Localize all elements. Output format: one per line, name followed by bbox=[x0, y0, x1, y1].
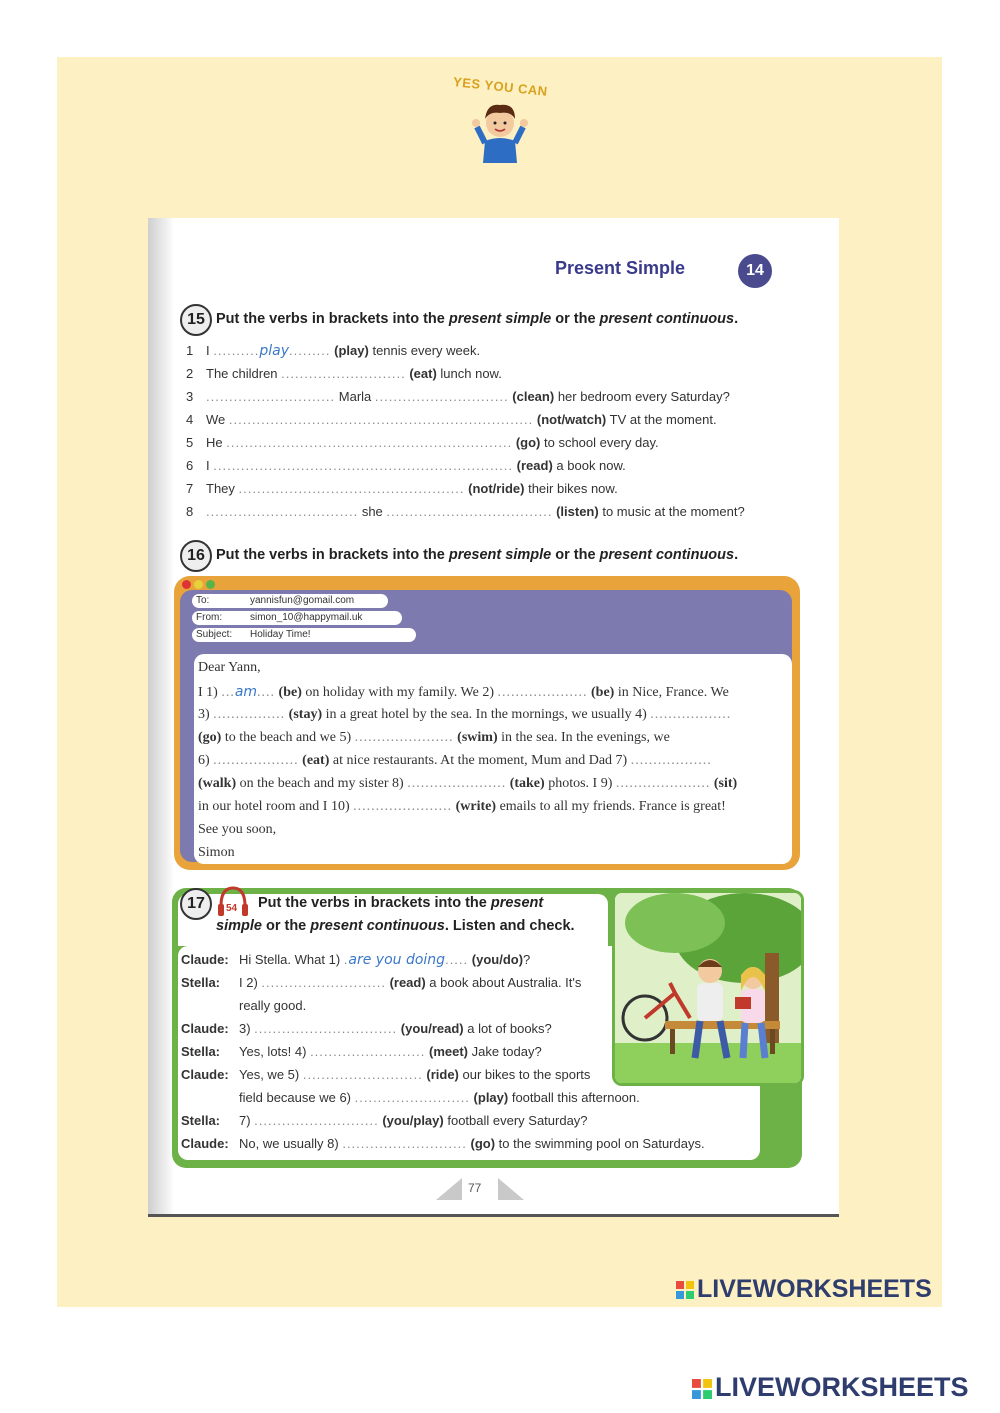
dialogue-line-3: Claude: 3) ............................... (you/read) a lot of books? bbox=[181, 1021, 552, 1036]
dialogue-line-1: Claude: Hi Stella. What 1) .are you doing..... (you/do)? bbox=[181, 952, 531, 968]
liveworksheets-icon bbox=[692, 1379, 712, 1399]
ex16-blank-3[interactable]: ................ bbox=[213, 707, 286, 722]
dialogue-line-7: Stella: 7) ........................... (you/play) football every Saturday? bbox=[181, 1113, 588, 1128]
email-subject-field: Subject: Holiday Time! bbox=[192, 628, 416, 642]
ex16-blank-9[interactable]: ..................... bbox=[615, 776, 711, 791]
email-signature: Simon bbox=[198, 845, 235, 860]
ex15-line-8: 8 ................................. she .................................... (listen) to music at the moment? bbox=[186, 504, 745, 519]
exercise-17-instruction-2: simple or the present continuous. Listen and check. bbox=[216, 918, 575, 934]
ex17-blank-5[interactable]: .......................... bbox=[302, 1067, 423, 1082]
page-edge bbox=[148, 1214, 839, 1217]
dialogue-line-8: Claude: No, we usually 8) ........................... (go) to the swimming pool on Saturdays. bbox=[181, 1136, 705, 1151]
ex16-blank-10[interactable]: ...................... bbox=[353, 799, 453, 814]
ex15-blank-5[interactable]: .............................................................. bbox=[226, 435, 513, 450]
exercise-15-instruction: Put the verbs in brackets into the present simple or the present continuous. bbox=[216, 311, 739, 327]
exercise-15-number: 15 bbox=[180, 304, 212, 336]
dialogue-line-2: Stella: I 2) ........................... (read) a book about Australia. It's bbox=[181, 975, 582, 990]
email-line-3: (go) to the beach and we 5) ...................... (swim) in the sea. In the evenings, we bbox=[198, 730, 670, 745]
liveworksheets-logo-footer[interactable]: LIVEWORKSHEETS bbox=[692, 1372, 969, 1403]
audio-headphones-icon[interactable] bbox=[215, 884, 251, 920]
ex15-line-7: 7 They ................................................. (not/ride) their bikes now. bbox=[186, 481, 618, 496]
ex15-line-5: 5 He .............................................................. (go) to school every day. bbox=[186, 435, 659, 450]
dialogue-line-6: field because we 6) ......................... (play) football this afternoon. bbox=[239, 1090, 640, 1105]
ex16-blank-6[interactable]: ................... bbox=[213, 753, 299, 768]
email-signoff: See you soon, bbox=[198, 822, 277, 837]
email-frame bbox=[180, 590, 792, 862]
ex17-answer-1[interactable]: are you doing bbox=[348, 952, 446, 968]
dialogue-line-2b: really good. bbox=[239, 998, 307, 1013]
ex15-line-3: 3 ............................ Marla ............................. (clean) her bedroom every Saturday? bbox=[186, 389, 730, 404]
exercise-17-instruction-1: Put the verbs in brackets into the present bbox=[258, 895, 544, 911]
email-to-field: To: yannisfun@gomail.com bbox=[192, 594, 388, 608]
dialogue-line-5: Claude: Yes, we 5) .......................... (ride) our bikes to the sports bbox=[181, 1067, 591, 1082]
email-line-5: (walk) on the beach and my sister 8) ...................... (take) photos. I 9) ..................... (sit) bbox=[198, 776, 738, 791]
email-line-6: in our hotel room and I 10) ...................... (write) emails to all my friends. France is great! bbox=[198, 799, 726, 814]
ex17-blank-7[interactable]: ........................... bbox=[254, 1113, 379, 1128]
ex16-blank-8[interactable]: ...................... bbox=[407, 776, 507, 791]
email-line-1: I 1) ...am.... (be) on holiday with my family. We 2) .................... (be) in Nice, France. We bbox=[198, 684, 729, 700]
audio-track-number: 54 bbox=[226, 903, 238, 914]
page-number: 77 bbox=[468, 1181, 482, 1195]
ex17-blank-6[interactable]: ......................... bbox=[354, 1090, 470, 1105]
ex15-line-2: 2 The children ........................... (eat) lunch now. bbox=[186, 366, 502, 381]
ex17-blank-4[interactable]: ......................... bbox=[310, 1044, 426, 1059]
ex15-blank-6[interactable]: ................................................................. bbox=[213, 458, 514, 473]
ex15-blank-8a[interactable]: ................................. bbox=[206, 504, 359, 519]
ex17-blank-2[interactable]: ........................... bbox=[261, 975, 386, 990]
ex15-blank-3a[interactable]: ............................ bbox=[206, 389, 336, 404]
email-window bbox=[174, 576, 800, 870]
ex15-line-1: 1 I ..........play......... (play) tennis every week. bbox=[186, 343, 481, 359]
ex16-blank-7[interactable]: .................. bbox=[630, 753, 712, 768]
page-gutter bbox=[148, 218, 174, 1216]
window-close-icon bbox=[182, 580, 191, 589]
liveworksheets-icon bbox=[676, 1281, 694, 1299]
unit-title: Present Simple bbox=[555, 258, 686, 278]
ex15-blank-8b[interactable]: .................................... bbox=[386, 504, 553, 519]
email-body bbox=[194, 654, 792, 864]
ex16-blank-4[interactable]: .................. bbox=[650, 707, 732, 722]
ex15-blank-7[interactable]: ................................................. bbox=[238, 481, 465, 496]
unit-number-badge: 14 bbox=[738, 254, 772, 288]
ex15-line-4: 4 We .................................................................. (not/watch) TV at the moment. bbox=[186, 412, 717, 427]
exercise-16-instruction: Put the verbs in brackets into the present simple or the present continuous. bbox=[216, 547, 739, 563]
ex16-blank-2[interactable]: .................... bbox=[497, 685, 588, 700]
window-maximize-icon bbox=[206, 580, 215, 589]
liveworksheets-logo-inner: LIVEWORKSHEETS bbox=[676, 1275, 932, 1304]
ex15-line-6: 6 I ................................................................. (read) a book now. bbox=[186, 458, 626, 473]
dialogue-line-4: Stella: Yes, lots! 4) ......................... (meet) Jake today? bbox=[181, 1044, 542, 1059]
park-illustration bbox=[612, 890, 804, 1086]
email-from-field: From: simon_10@happymail.uk bbox=[192, 611, 402, 625]
ex16-blank-5[interactable]: ...................... bbox=[354, 730, 454, 745]
ex15-blank-2[interactable]: ........................... bbox=[281, 366, 406, 381]
email-line-2: 3) ................ (stay) in a great hotel by the sea. In the mornings, we usually 4) .................. bbox=[198, 707, 732, 722]
yes-you-can-logo bbox=[445, 75, 555, 170]
email-greeting: Dear Yann, bbox=[198, 660, 261, 675]
ex16-answer-1[interactable]: am bbox=[234, 684, 258, 700]
exercise-17-number: 17 bbox=[180, 888, 212, 920]
ex15-blank-4[interactable]: .................................................................. bbox=[228, 412, 534, 427]
ex17-blank-3[interactable]: ............................... bbox=[254, 1021, 398, 1036]
window-minimize-icon bbox=[194, 580, 203, 589]
exercise-16-number: 16 bbox=[180, 540, 212, 572]
couple-on-bench-icon bbox=[615, 893, 801, 1083]
ex15-blank-3b[interactable]: ............................. bbox=[374, 389, 509, 404]
ex15-answer-1[interactable]: play bbox=[259, 343, 290, 359]
logo-text: YES YOU CAN bbox=[452, 74, 549, 99]
ex17-blank-8[interactable]: ........................... bbox=[342, 1136, 467, 1151]
email-line-4: 6) ................... (eat) at nice restaurants. At the moment, Mum and Dad 7) .................. bbox=[198, 753, 712, 768]
